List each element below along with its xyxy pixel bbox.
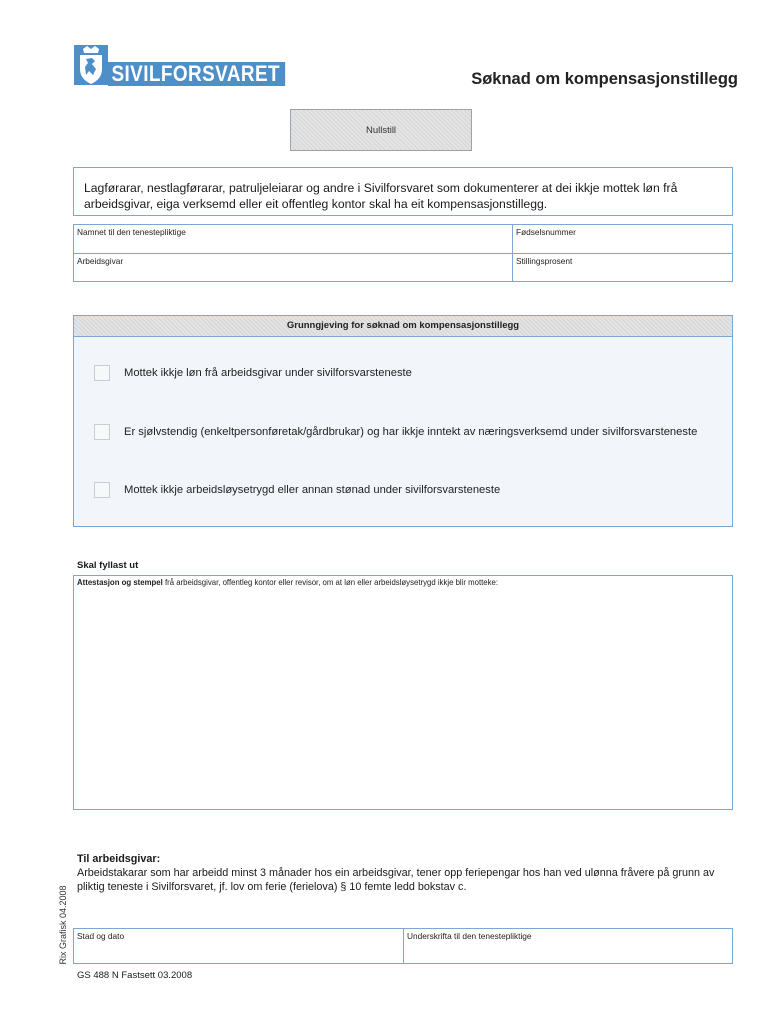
signature-field[interactable] (404, 929, 732, 963)
position-percent-label: Stillingsprosent (516, 256, 573, 266)
intro-box (73, 167, 733, 216)
no-salary-label: Mottek ikkje løn frå arbeidsgivar under sivilforsvarsteneste (124, 367, 412, 379)
attestation-input[interactable] (77, 590, 729, 806)
reason-header: Grunngjeving for søknad om kompensasjonstillegg (74, 316, 732, 337)
signature-label: Underskrifta til den tenestepliktige (407, 931, 532, 941)
name-input[interactable] (77, 237, 509, 251)
reason-option-no-salary[interactable] (94, 364, 412, 382)
intro-text: Lagførarar, nestlagførarar, patruljeleiarar og andre i Sivilforsvaret som dokumenterer at dei ikkje mottek løn frå arbeidsgivar, eiga verksemd eller eit offentleg kontor skal ha eit kompensasjonstillegg. (84, 181, 678, 211)
employer-label: Arbeidsgivar (77, 256, 124, 266)
employer-note-title: Til arbeidsgivar: (77, 853, 161, 865)
attestation-label-rest: frå arbeidsgivar, offentleg kontor eller revisor, om at løn eller arbeidsløysetrygd ikkje blir motteke: (162, 578, 499, 587)
birth-number-label: Fødselsnummer (516, 227, 576, 237)
attestation-label-bold: Attestasjon og stempel (77, 578, 163, 587)
applicant-fields-table (73, 224, 733, 282)
position-percent-input[interactable] (516, 265, 729, 279)
employer-note-text: Arbeidstakarar som har arbeidd minst 3 månader hos ein arbeidsgivar, tener opp feriepengar hos han ved ulønna fråvere på grunn av pliktig teneste i Sivilforsvaret, jf. lov om ferie (ferielova) § 10 femte ledd bokstav c. (77, 867, 715, 893)
self-employed-checkbox[interactable] (94, 424, 110, 440)
logo-wordmark: SIVILFORSVARET (108, 62, 285, 86)
birth-number-input[interactable] (516, 237, 729, 251)
no-benefits-checkbox[interactable] (94, 482, 110, 498)
attestation-box[interactable] (73, 575, 733, 810)
reason-option-no-benefits[interactable] (94, 481, 500, 499)
signature-table (73, 928, 733, 964)
coat-of-arms-logo (74, 45, 108, 85)
position-percent-field[interactable] (513, 254, 732, 281)
reset-button[interactable]: Nullstill (290, 109, 472, 151)
no-benefits-label: Mottek ikkje arbeidsløysetrygd eller annan stønad under sivilforsvarsteneste (124, 484, 501, 496)
place-date-input[interactable] (77, 947, 400, 961)
self-employed-label: Er sjølvstendig (enkeltpersonføretak/gårdbrukar) og har ikkje inntekt av næringsverksemd under sivilforsvarsteneste (124, 426, 698, 438)
page-title: Søknad om kompensasjonstillegg (471, 70, 738, 88)
birth-number-field[interactable] (513, 225, 732, 254)
reason-section (73, 315, 733, 527)
must-fill-label: Skal fyllast ut (77, 560, 139, 571)
name-field-label: Namnet til den tenestepliktige (77, 227, 186, 237)
no-salary-checkbox[interactable] (94, 365, 110, 381)
employer-input[interactable] (77, 265, 509, 279)
place-date-label: Stad og dato (77, 931, 125, 941)
reason-option-self-employed[interactable] (94, 423, 697, 441)
employer-field[interactable] (74, 254, 513, 281)
printer-credit: Rix Grafisk 04.2008 (58, 885, 68, 965)
name-field[interactable] (74, 225, 513, 254)
form-code: GS 488 N Fastsett 03.2008 (77, 970, 193, 981)
place-date-field[interactable] (74, 929, 404, 963)
